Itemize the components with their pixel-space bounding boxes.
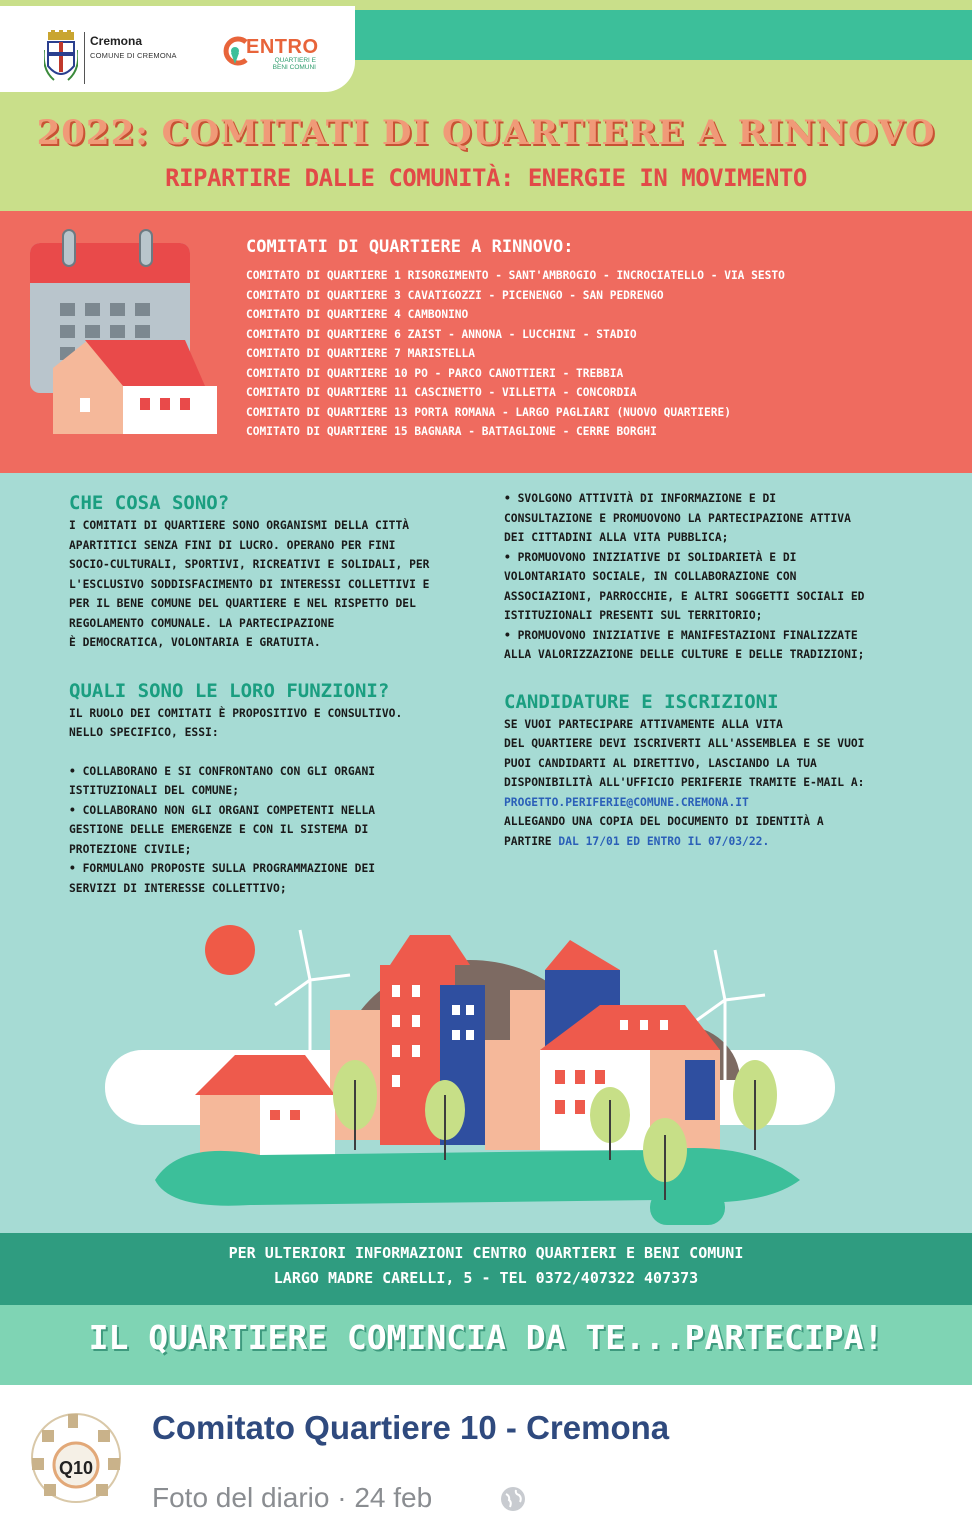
calendar-house-icon [25, 228, 225, 438]
contact-line-2: LARGO MADRE CARELLI, 5 - TEL 0372/407322 407373 [273, 1269, 699, 1287]
right-column [504, 489, 944, 851]
post-meta[interactable]: Foto del diario · 24 feb [152, 1482, 433, 1513]
applications-heading: CANDIDATURE E ISCRIZIONI [504, 690, 779, 713]
committee-item: COMITATO DI QUARTIERE 4 CAMBONINO [246, 308, 469, 321]
poster-subtitle: RIPARTIRE DALLE COMUNITÀ: ENERGIE IN MOVIMENTO [165, 164, 807, 192]
applications-dates-line [504, 832, 944, 852]
committee-item: COMITATO DI QUARTIERE 1 RISORGIMENTO - SANT'AMBROGIO - INCROCIATELLO - VIA SESTO [246, 269, 785, 282]
globe-icon [500, 1486, 526, 1512]
city-subtitle: COMUNE DI CREMONA [90, 51, 177, 60]
slogan-text: IL QUARTIERE COMINCIA DA TE...PARTECIPA! [88, 1318, 884, 1357]
applications-body: SE VUOI PARTECIPARE ATTIVAMENTE ALLA VITA DEL QUARTIERE DEVI ISCRIVERTI ALL'ASSEMBLEA E SE VUOI PUOI CANDIDARTI AL DIRETTIVO, LASCIANDO LA TUA DISPONIBILITÀ ALL'UFFICIO PERIFERIE TRAMITE E-MAIL A: [504, 717, 865, 789]
applications-dates: DAL 17/01 ED ENTRO IL 07/03/22. [558, 834, 770, 848]
committee-list-heading: COMITATI DI QUARTIERE A RINNOVO: [246, 237, 574, 257]
functions-bullets-right: • SVOLGONO ATTIVITÀ DI INFORMAZIONE E DI CONSULTAZIONE E PROMUOVONO LA PARTECIPAZIONE ATTIVA DEI CITTADINI ALLA VITA PUBBLICA; • PROMUOVONO INIZIATIVE DI SOLIDARIETÀ E DI VOLONTARIATO SOCIALE, IN COLLABORAZIONE CON ASSOCIAZIONI, PARROCCHIE, E ALTRI SOGGETTI SOCIALI ED ISTITUZIONALI PRESENTI SUL TERRITORIO; • PROMUOVONO INIZIATIVE E MANIFESTAZIONI FINALIZZATE ALLA VALORIZZAZIONE DELLE CULTURE E DELLE TRADIZIONI; [504, 492, 865, 661]
functions-intro: IL RUOLO DEI COMITATI È PROPOSITIVO E CONSULTIVO. NELLO SPECIFICO, ESSI: [69, 706, 403, 739]
page-avatar[interactable] [28, 1410, 124, 1506]
functions-heading: QUALI SONO LE LORO FUNZIONI? [69, 679, 390, 702]
logo-divider [84, 32, 85, 84]
committee-item: COMITATO DI QUARTIERE 7 MARISTELLA [246, 347, 476, 360]
committee-item: COMITATO DI QUARTIERE 10 PO - PARCO CANOTTIERI - TREBBIA [246, 366, 624, 380]
what-body: I COMITATI DI QUARTIERE SONO ORGANISMI DELLA CITTÀ APARTITICI SENZA FINI DI LUCRO. OPERANO PER FINI SOCIO-CULTURALI, SPORTIVI, RICREATIVI E SOLIDALI, PER L'ESCLUSIVO SODDISFACIMENTO DI INTERESSI COLLETTIVI E PER IL BENE COMUNE DEL QUARTIERE E NEL RISPETTO DEL REGOLAMENTO COMUNALE. LA PARTECIPAZIONE È DEMOCRATICA, VOLONTARIA E GRATUITA. [69, 519, 430, 649]
committee-item: COMITATO DI QUARTIERE 3 CAVATIGOZZI - PICENENGO - SAN PEDRENGO [246, 288, 664, 302]
applications-email-link[interactable]: PROGETTO.PERIFERIE@COMUNE.CREMONA.IT [504, 795, 749, 809]
functions-bullets-left: • COLLABORANO E SI CONFRONTANO CON GLI ORGANI ISTITUZIONALI DEL COMUNE; • COLLABORANO NON GLI ORGANI COMPETENTI NELLA GESTIONE DELLE EMERGENZE E CON IL SISTEMA DI PROTEZIONE CIVILE; • FORMULANO PROPOSTE SULLA PROGRAMMAZIONE DEI SERVIZI DI INTERESSE COLLETTIVO; [69, 764, 376, 895]
page-name-link[interactable]: Comitato Quartiere 10 - Cremona [152, 1409, 670, 1446]
cremona-crest-icon [44, 30, 78, 84]
avatar-label: Q10 [58, 1458, 94, 1478]
committee-list [246, 266, 785, 442]
contact-line-1: PER ULTERIORI INFORMAZIONI CENTRO QUARTIERI E BENI COMUNI [228, 1244, 744, 1262]
city-name: Cremona [90, 34, 143, 48]
what-heading: CHE COSA SONO? [69, 492, 230, 514]
city-illustration [100, 920, 860, 1230]
header-accent-bar [340, 10, 972, 60]
applications-start-word: PARTIRE [504, 834, 552, 848]
applications-after-email: ALLEGANDO UNA COPIA DEL DOCUMENTO DI IDENTITÀ A [504, 815, 824, 828]
centro-sub-line-1: QUARTIERI E [274, 57, 316, 64]
committee-item: COMITATO DI QUARTIERE 11 CASCINETTO - VILLETTA - CONCORDIA [246, 386, 637, 399]
committee-item: COMITATO DI QUARTIERE 15 BAGNARA - BATTAGLIONE - CERRE BORGHI [246, 425, 657, 438]
poster-title: 2022: COMITATI DI QUARTIERE A RINNOVO [36, 113, 936, 153]
centro-sub-line-2: BENI COMUNI [272, 64, 316, 71]
committee-item: COMITATO DI QUARTIERE 13 PORTA ROMANA - LARGO PAGLIARI (NUOVO QUARTIERE) [246, 405, 731, 419]
left-column [69, 490, 479, 898]
committee-item: COMITATO DI QUARTIERE 6 ZAIST - ANNONA - LUCCHINI - STADIO [246, 327, 637, 341]
centro-logo-subtitle [262, 57, 316, 71]
centro-logo-text: ENTRO [246, 36, 319, 58]
